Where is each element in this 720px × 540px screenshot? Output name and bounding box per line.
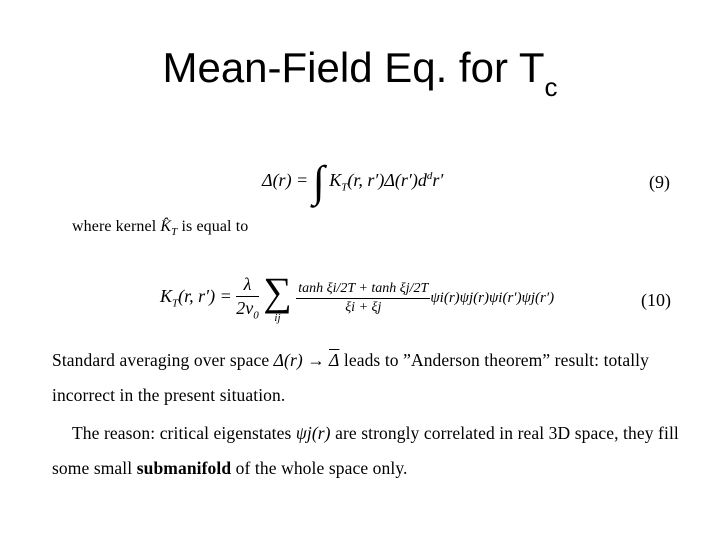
eq10-main-fraction (296, 281, 430, 316)
equation-10 (160, 269, 555, 324)
eq9-lhs: Δ(r) = (262, 170, 313, 191)
line1-text-b: leads to ”Anderson theorem” result: totally (339, 350, 649, 370)
line3-text-b: are strongly correlated in real 3D space, they fill (330, 423, 679, 443)
eq10-lhs-rest: (r, r′) = (178, 286, 237, 307)
eq10-lhs: K (160, 286, 173, 307)
eq10-lhs-sub: T (172, 297, 179, 310)
eq10-frac-den: ξi + ξj (345, 299, 382, 315)
eq10-coefficient (236, 274, 259, 322)
kernel-line-before: where kernel (72, 218, 161, 235)
sum-sign: ∑ (263, 269, 292, 314)
line1-delta: Δ(r) → (273, 350, 330, 370)
eq10-coef-den-text: 2ν (236, 298, 254, 319)
equation-10-number: (10) (641, 290, 671, 310)
slide-title (0, 40, 720, 115)
line3-psi: ψj(r) (295, 423, 331, 443)
integral-sign: ∫ (312, 157, 325, 206)
eq9-kernel-sub: T (341, 181, 348, 194)
line1-delta-bar: $\overline{\Delta}$ (329, 350, 340, 370)
equation-9-number: (9) (649, 172, 670, 192)
paragraph-line-1 (52, 350, 649, 371)
kernel-symbol-sub: T (171, 226, 178, 239)
line4-bold-submanifold: submanifold (136, 458, 232, 478)
eq10-coef-den-sub: 0 (253, 309, 259, 322)
line3-text-a: The reason: critical eigenstates (72, 423, 296, 443)
kernel-symbol: K̂ (160, 218, 172, 235)
equation-9 (262, 157, 444, 206)
eq9-kernel: K (329, 170, 342, 191)
kernel-line-after: is equal to (177, 218, 249, 235)
kernel-definition-line (72, 218, 248, 238)
eq10-coef-den (236, 297, 259, 322)
line1-text-a: Standard averaging over space (52, 350, 274, 370)
eq10-coef-num: λ (236, 274, 259, 297)
paragraph-line-2: incorrect in the present situation. (52, 385, 286, 405)
slide-title-main: Mean-Field Eq. for T (162, 44, 545, 91)
paragraph-line-3 (72, 423, 679, 444)
line4-text-b: of the whole space only. (231, 458, 408, 478)
eq9-power: d (426, 170, 433, 183)
eq9-tail: r′ (432, 170, 444, 191)
eq10-sum (263, 269, 292, 324)
eq10-frac-num: tanh ξi/2T + tanh ξj/2T (296, 281, 430, 299)
slide-title-subscript: c (544, 72, 558, 102)
paragraph-line-4 (52, 458, 408, 479)
eq10-psi-product: ψi(r)ψj(r)ψi(r′)ψj(r′) (430, 290, 555, 307)
line4-text-a: some small (52, 458, 137, 478)
eq9-rest: (r, r′)Δ(r′)d (347, 170, 427, 191)
eq10-sum-index: ij (274, 312, 281, 324)
